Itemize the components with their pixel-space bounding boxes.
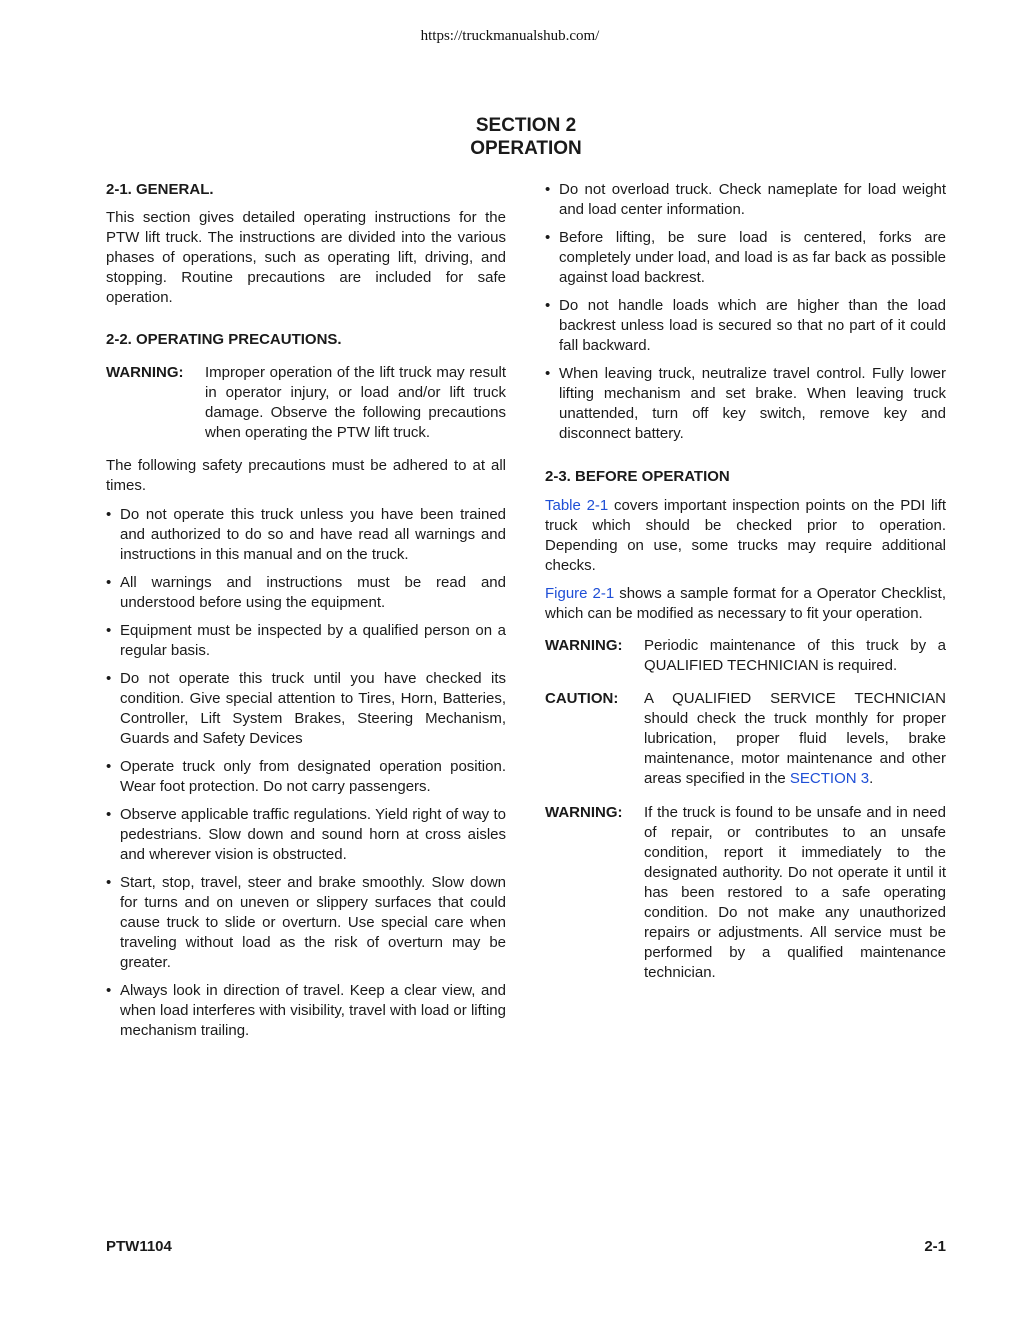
right-column xyxy=(545,180,946,996)
warning-note-unsafe xyxy=(545,803,946,983)
caution-end: . xyxy=(869,770,874,787)
list-item xyxy=(545,228,946,288)
precautions-list-left xyxy=(106,505,506,1041)
list-item xyxy=(106,873,506,973)
list-item xyxy=(106,805,506,865)
list-item-text: Observe applicable traffic regulations. Yield right of way to pedestrians. Slow down and sound horn at cross aisles and wherever vision is obstructed. xyxy=(120,806,506,863)
caution-text xyxy=(644,689,946,789)
precautions-list-right xyxy=(545,180,946,444)
list-item-text: Always look in direction of travel. Keep a clear view, and when load interferes with visibility, travel with load or lifting mechanism trailing. xyxy=(120,982,506,1039)
warning-label: WARNING: xyxy=(545,637,623,654)
bullet-icon: • xyxy=(106,982,112,999)
list-item-text: Start, stop, travel, steer and brake smoothly. Slow down for turns and on uneven or slippery surfaces that could cause truck to slide or overturn. Use special care when traveling without load as the risk of overturn may be greater. xyxy=(120,874,506,971)
bullet-icon: • xyxy=(106,574,112,591)
before-operation-paragraph-1 xyxy=(545,496,946,576)
section-title-name: OPERATION xyxy=(470,138,582,159)
list-item xyxy=(106,757,506,797)
list-item-text: Before lifting, be sure load is centered, forks are completely under load, and load is as far back as possible against load backrest. xyxy=(559,229,946,286)
list-item-text: Equipment must be inspected by a qualified person on a regular basis. xyxy=(120,622,506,659)
section-3-link[interactable]: SECTION 3 xyxy=(789,770,870,787)
warning-label: WARNING: xyxy=(545,804,623,821)
heading-operating-precautions: 2-2. OPERATING PRECAUTIONS. xyxy=(106,331,342,348)
list-item xyxy=(106,505,506,565)
table-2-1-link[interactable]: Table 2-1 xyxy=(545,497,609,514)
caution-body: A QUALIFIED SERVICE TECHNICIAN should check the truck monthly for proper lubrication, proper fluid levels, brake maintenance, motor maintenance and other areas specified in the xyxy=(644,690,946,787)
list-item-text: Do not handle loads which are higher than the load backrest unless load is secured so that no part of it could fall backward. xyxy=(559,297,946,354)
warning-text: If the truck is found to be unsafe and in need of repair, or contributes to an unsafe condition, report it immediately to the designated authority. Do not operate it until it has been restored to a safe operating condition. Do not make any unauthorized repairs or adjustments. All service must be performed by a qualified maintenance technician. xyxy=(644,804,946,981)
list-item xyxy=(106,573,506,613)
heading-before-operation: 2-3. BEFORE OPERATION xyxy=(545,468,730,485)
warning-note-precautions xyxy=(106,363,506,443)
list-item-text: When leaving truck, neutralize travel control. Fully lower lifting mechanism and set brake. When leaving truck unattended, turn off key switch, remove key and disconnect battery. xyxy=(559,365,946,442)
list-item-text: Do not operate this truck unless you have been trained and authorized to do so and have read all warnings and instructions in this manual and on the truck. xyxy=(120,506,506,563)
bullet-icon: • xyxy=(545,229,551,246)
bullet-icon: • xyxy=(106,874,112,891)
list-item-text: Operate truck only from designated operation position. Wear foot protection. Do not carry passengers. xyxy=(120,758,506,795)
section-title-number: SECTION 2 xyxy=(475,115,577,136)
warning-note-maintenance xyxy=(545,636,946,676)
caution-label: CAUTION: xyxy=(545,690,619,707)
list-item xyxy=(106,669,506,749)
list-item xyxy=(545,296,946,356)
bullet-icon: • xyxy=(106,758,112,775)
paragraph-text: covers important inspection points on the PDI lift truck which should be checked prior to operation. Depending on use, some trucks may require additional checks. xyxy=(545,497,946,574)
heading-general: 2-1. GENERAL. xyxy=(106,181,214,198)
header-url[interactable]: https://truckmanualshub.com/ xyxy=(420,28,600,44)
warning-label: WARNING: xyxy=(106,364,184,381)
bullet-icon: • xyxy=(545,181,551,198)
bullet-icon: • xyxy=(106,506,112,523)
bullet-icon: • xyxy=(106,806,112,823)
warning-text: Improper operation of the lift truck may result in operator injury, or load and/or lift truck damage. Observe the following precautions when operating the PTW lift truck. xyxy=(205,364,506,441)
general-paragraph: This section gives detailed operating instructions for the PTW lift truck. The instructions are divided into the various phases of operations, such as operating lift, driving, and stopping. Routine precautions are included for safe operation. xyxy=(106,209,506,306)
precautions-intro: The following safety precautions must be adhered to at all times. xyxy=(106,457,506,494)
list-item xyxy=(545,364,946,444)
section-title xyxy=(0,114,1020,160)
figure-2-1-link[interactable]: Figure 2-1 xyxy=(545,585,615,602)
bullet-icon: • xyxy=(545,297,551,314)
footer-doc-id: PTW1104 xyxy=(106,1238,172,1255)
bullet-icon: • xyxy=(545,365,551,382)
before-operation-paragraph-2 xyxy=(545,584,946,624)
bullet-icon: • xyxy=(106,622,112,639)
footer-page-number: 2-1 xyxy=(924,1238,946,1255)
bullet-icon: • xyxy=(106,670,112,687)
list-item xyxy=(545,180,946,220)
list-item-text: Do not overload truck. Check nameplate for load weight and load center information. xyxy=(559,181,946,218)
warning-text: Periodic maintenance of this truck by a QUALIFIED TECHNICIAN is required. xyxy=(644,637,946,674)
list-item xyxy=(106,981,506,1041)
list-item-text: All warnings and instructions must be read and understood before using the equipment. xyxy=(120,574,506,611)
list-item-text: Do not operate this truck until you have checked its condition. Give special attention to Tires, Horn, Batteries, Controller, Lift System Brakes, Steering Mechanism, Guards and Safety Devices xyxy=(120,670,506,747)
caution-note xyxy=(545,689,946,789)
paragraph-text: shows a sample format for a Operator Checklist, which can be modified as necessary to fit your operation. xyxy=(545,585,946,622)
list-item xyxy=(106,621,506,661)
left-column xyxy=(106,180,506,1049)
